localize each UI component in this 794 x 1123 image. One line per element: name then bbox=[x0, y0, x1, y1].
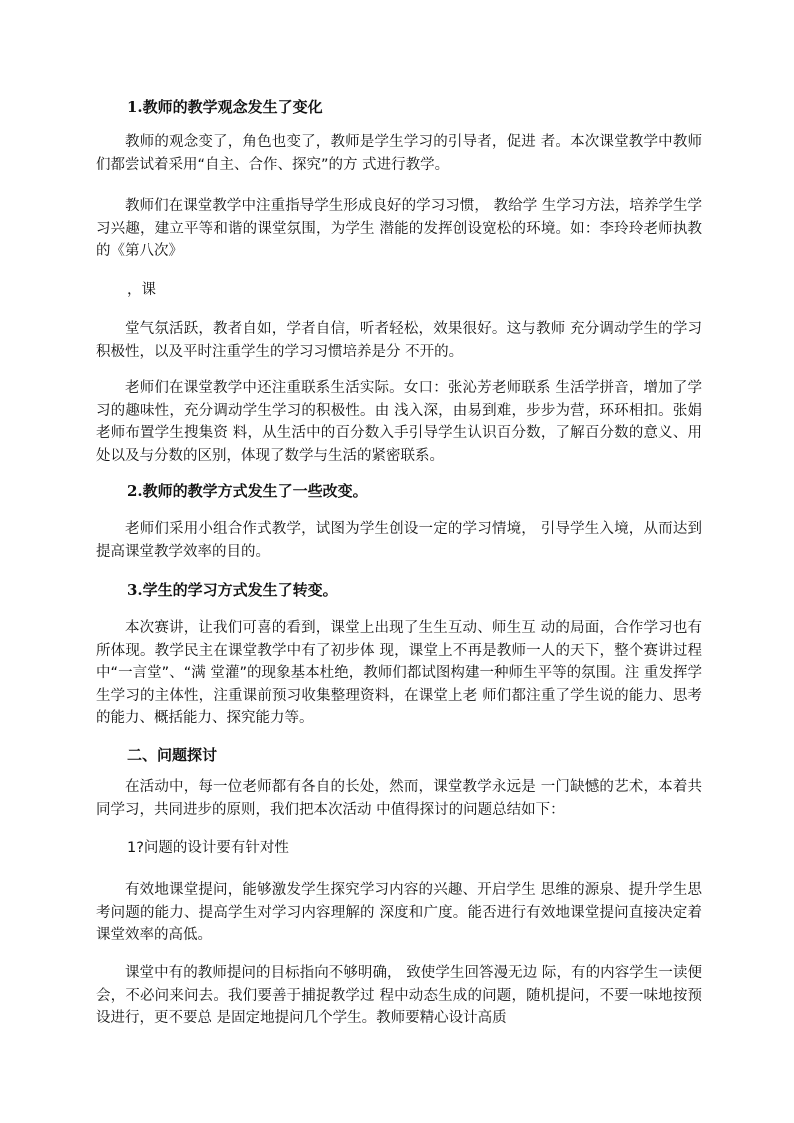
paragraph: 有效地课堂提问，能够激发学生探究学习内容的兴趣、开启学生 思维的源泉、提升学生思考问题的能力、提高学生对学习内容理解的 深度和广度。能否进行有效地课堂提问直接决定着课堂效率的高低。 bbox=[96, 882, 702, 943]
paragraph: ，课 bbox=[127, 282, 156, 298]
paragraph: 老师们在课堂教学中还注重联系生活实际。女口：张沁芳老师联系 生活学拼音，增加了学习的趣味性，充分调动学生学习的积极性。由 浅入深，由易到难，步步为营，环环相扣。张娟老师布置学生搜集资 料，从生活中的百分数入手引导学生认识百分数，了解百分数的意义、用处以及与分数的区别，体现了数学与生活的紧密联系。 bbox=[96, 380, 702, 464]
paragraph: 在活动中，每一位老师都有各自的长处，然而，课堂教学永远是 一门缺憾的艺术，本着共同学习，共同进步的原则，我们把本次活动 中值得探讨的问题总结如下： bbox=[96, 779, 702, 818]
paragraph: 本次赛讲，让我们可喜的看到，课堂上出现了生生互动、师生互 动的局面，合作学习也有所体现。教学民主在课堂教学中有了初步体 现，课堂上不再是教师一人的天下，整个赛讲过程中“一言堂”、“满 堂灌”的现象基本杜绝，教师们都试图构建一种师生平等的氛围。注 重发挥学生学习的主体性，注重课前预习收集整理资料，在课堂上老 师们都注重了学生说的能力、思考的能力、概括能力、探究能力等。 bbox=[96, 620, 702, 726]
paragraph: 教师的观念变了，角色也变了，教师是学生学习的引导者，促进 者。本次课堂教学中教师们都尝试着采用“自主、合作、探究”的方 式进行教学。 bbox=[96, 134, 702, 173]
section-heading-2: 2.教师的教学方式发生了一些改变。 bbox=[127, 482, 368, 500]
paragraph: 老师们采用小组合作式教学，试图为学生创设一定的学习情境， 引导学生入境，从而达到提高课堂教学效率的目的。 bbox=[96, 521, 702, 560]
section-heading-4: 二、问题探讨 bbox=[127, 746, 218, 764]
section-heading-1: 1.教师的教学观念发生了变化 bbox=[127, 98, 323, 116]
paragraph: 课堂中有的教师提问的目标指向不够明确， 致使学生回答漫无边 际，有的内容学生一读便会，不必问来问去。我们要善于捕捉教学过 程中动态生成的问题，随机提问，不要一味地按预设进行，更不要总 是固定地提问几个学生。教师要精心设计高质 bbox=[96, 965, 702, 1026]
paragraph: 1?问题的设计要有针对性 bbox=[127, 840, 289, 856]
paragraph: 堂气氛活跃，教者自如，学者自信，听者轻松，效果很好。这与教师 充分调动学生的学习积极性，以及平时注重学生的学习习惯培养是分 不开的。 bbox=[96, 321, 702, 360]
paragraph: 教师们在课堂教学中注重指导学生形成良好的学习习惯， 教给学 生学习方法，培养学生学习兴趣，建立平等和谐的课堂氛围，为学生 潜能的发挥创设宽松的环境。如：李玲玲老师执教的《第八次》 bbox=[96, 198, 702, 259]
section-heading-3: 3.学生的学习方式发生了转变。 bbox=[127, 581, 338, 599]
